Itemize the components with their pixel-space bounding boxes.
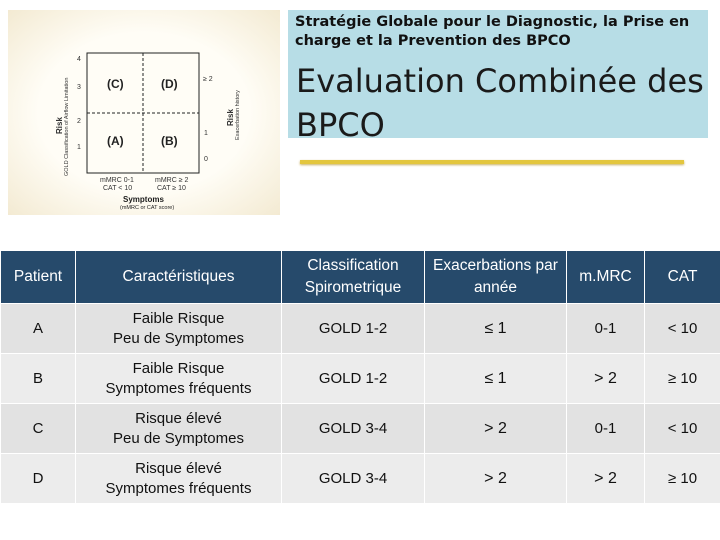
gold-cell: GOLD 3-4 xyxy=(281,404,424,454)
carac-line-2: Peu de Symptomes xyxy=(113,429,244,447)
header-cat: CAT xyxy=(644,251,720,304)
carac-line-1: Faible Risque xyxy=(132,309,225,327)
x-axis-sublabel: (mMRC or CAT score) xyxy=(120,205,175,211)
classification-table xyxy=(0,251,720,504)
x-tick-mmrc-low: mMRC 0-1 xyxy=(100,177,134,184)
main-title: Evaluation Combinée des BPCO xyxy=(296,62,704,144)
header-classification: Classification Spirometrique xyxy=(281,251,424,304)
gold-assessment-figure xyxy=(0,0,290,222)
carac-line-1: Faible Risque xyxy=(132,359,225,377)
header-mmrc: m.MRC xyxy=(566,251,644,304)
left-tick-2: 2 xyxy=(77,118,81,125)
risk-left-sublabel: GOLD Classification of Airflow Limitation xyxy=(64,77,70,176)
left-tick-1: 1 xyxy=(77,144,81,151)
right-tick-1: 1 xyxy=(204,130,208,137)
mmrc-cell: 0-1 xyxy=(566,304,644,354)
patient-cell: B xyxy=(0,354,75,404)
carac-line-2: Peu de Symptomes xyxy=(113,329,244,347)
header-exacerbations: Exacerbations par année xyxy=(424,251,566,304)
risk-right-sublabel: Exacerbation history xyxy=(235,90,241,140)
left-tick-3: 3 xyxy=(77,84,81,91)
patient-cell: A xyxy=(0,304,75,354)
patient-cell: C xyxy=(0,404,75,454)
table-row xyxy=(0,354,720,404)
exacerbations-cell: > 2 xyxy=(424,454,566,504)
strategy-title: Stratégie Globale pour le Diagnostic, la Prise en charge et la Prevention des BPCO xyxy=(295,14,690,49)
mmrc-cell: > 2 xyxy=(566,454,644,504)
x-axis-label: Symptoms xyxy=(123,195,164,204)
gold-cell: GOLD 3-4 xyxy=(281,454,424,504)
header-patient: Patient xyxy=(0,251,75,304)
quadrant-c: (C) xyxy=(107,77,124,91)
title-underline xyxy=(300,160,684,164)
title-box xyxy=(288,10,708,144)
patient-cell: D xyxy=(0,454,75,504)
quadrant-grid xyxy=(0,0,290,222)
right-tick-0: 0 xyxy=(204,156,208,163)
cat-cell: < 10 xyxy=(644,304,720,354)
risk-right-label: Risk xyxy=(226,109,235,126)
right-tick-2: ≥ 2 xyxy=(203,76,213,83)
exacerbations-cell: > 2 xyxy=(424,404,566,454)
caracteristiques-cell xyxy=(75,304,281,354)
exacerbations-cell: ≤ 1 xyxy=(424,354,566,404)
quadrant-b: (B) xyxy=(161,134,178,148)
exacerbations-cell: ≤ 1 xyxy=(424,304,566,354)
carac-line-1: Risque élevé xyxy=(135,409,222,427)
carac-line-2: Symptomes fréquents xyxy=(105,479,252,497)
carac-line-1: Risque élevé xyxy=(135,459,222,477)
quadrant-d: (D) xyxy=(161,77,178,91)
caracteristiques-cell xyxy=(75,404,281,454)
table-row xyxy=(0,454,720,504)
x-tick-cat-low: CAT < 10 xyxy=(103,185,133,192)
cat-cell: ≥ 10 xyxy=(644,354,720,404)
mmrc-cell: 0-1 xyxy=(566,404,644,454)
gold-cell: GOLD 1-2 xyxy=(281,304,424,354)
gold-cell: GOLD 1-2 xyxy=(281,354,424,404)
carac-line-2: Symptomes fréquents xyxy=(105,379,252,397)
caracteristiques-cell xyxy=(75,354,281,404)
cat-cell: ≥ 10 xyxy=(644,454,720,504)
header-caracteristiques: Caractéristiques xyxy=(75,251,281,304)
risk-left-label: Risk xyxy=(55,117,64,134)
table-header-row xyxy=(0,251,720,304)
x-tick-mmrc-high: mMRC ≥ 2 xyxy=(155,177,189,184)
mmrc-cell: > 2 xyxy=(566,354,644,404)
table-row xyxy=(0,304,720,354)
x-tick-cat-high: CAT ≥ 10 xyxy=(157,185,186,192)
quadrant-a: (A) xyxy=(107,134,124,148)
caracteristiques-cell xyxy=(75,454,281,504)
cat-cell: < 10 xyxy=(644,404,720,454)
left-tick-4: 4 xyxy=(77,56,81,63)
table-row xyxy=(0,404,720,454)
